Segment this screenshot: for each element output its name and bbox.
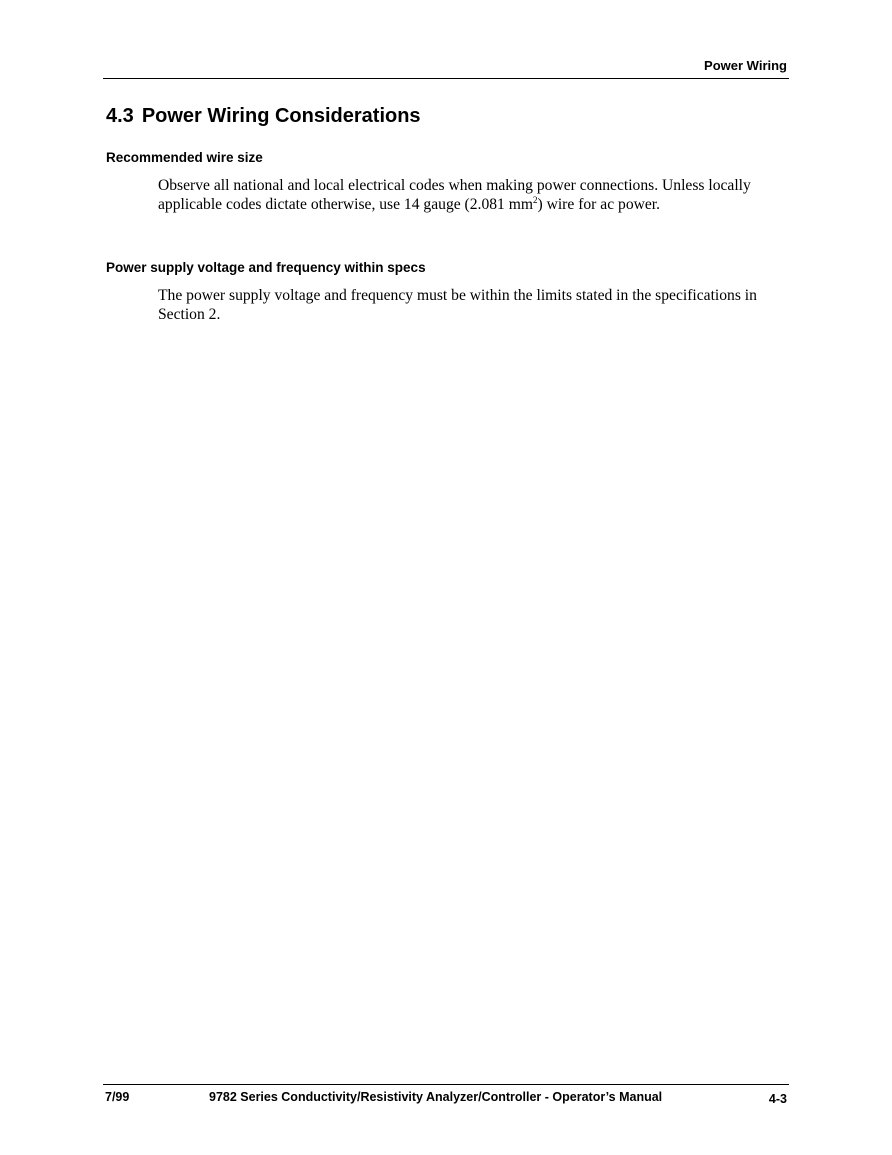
section-title-text: Power Wiring Considerations [141, 105, 421, 127]
subheading-wire-size: Recommended wire size [106, 150, 263, 165]
superscript-two: 2 [533, 195, 538, 205]
footer-manual-title: 9782 Series Conductivity/Resistivity Analyzer/Controller - Operator’s Manual [209, 1090, 663, 1104]
wire-size-text-end: ) wire for ac power. [537, 196, 661, 213]
section-title [106, 105, 421, 128]
page-footer [103, 1084, 789, 1115]
subheading-power-supply: Power supply voltage and frequency within specs [106, 260, 426, 275]
footer-page-number: 4-3 [768, 1092, 787, 1106]
paragraph-power-supply: The power supply voltage and frequency must be within the limits stated in the specifications in Section 2. [158, 287, 757, 323]
page-header [103, 56, 789, 79]
footer-date: 7/99 [105, 1090, 130, 1104]
section-number: 4.3 [106, 105, 134, 127]
wire-size-text: Observe all national and local electrical codes when making power connections. Unless locally applicable codes dictate otherwise, use 14 gauge (2.081 mm [158, 177, 751, 213]
running-header-title: Power Wiring [704, 58, 787, 73]
paragraph-wire-size [158, 176, 786, 214]
